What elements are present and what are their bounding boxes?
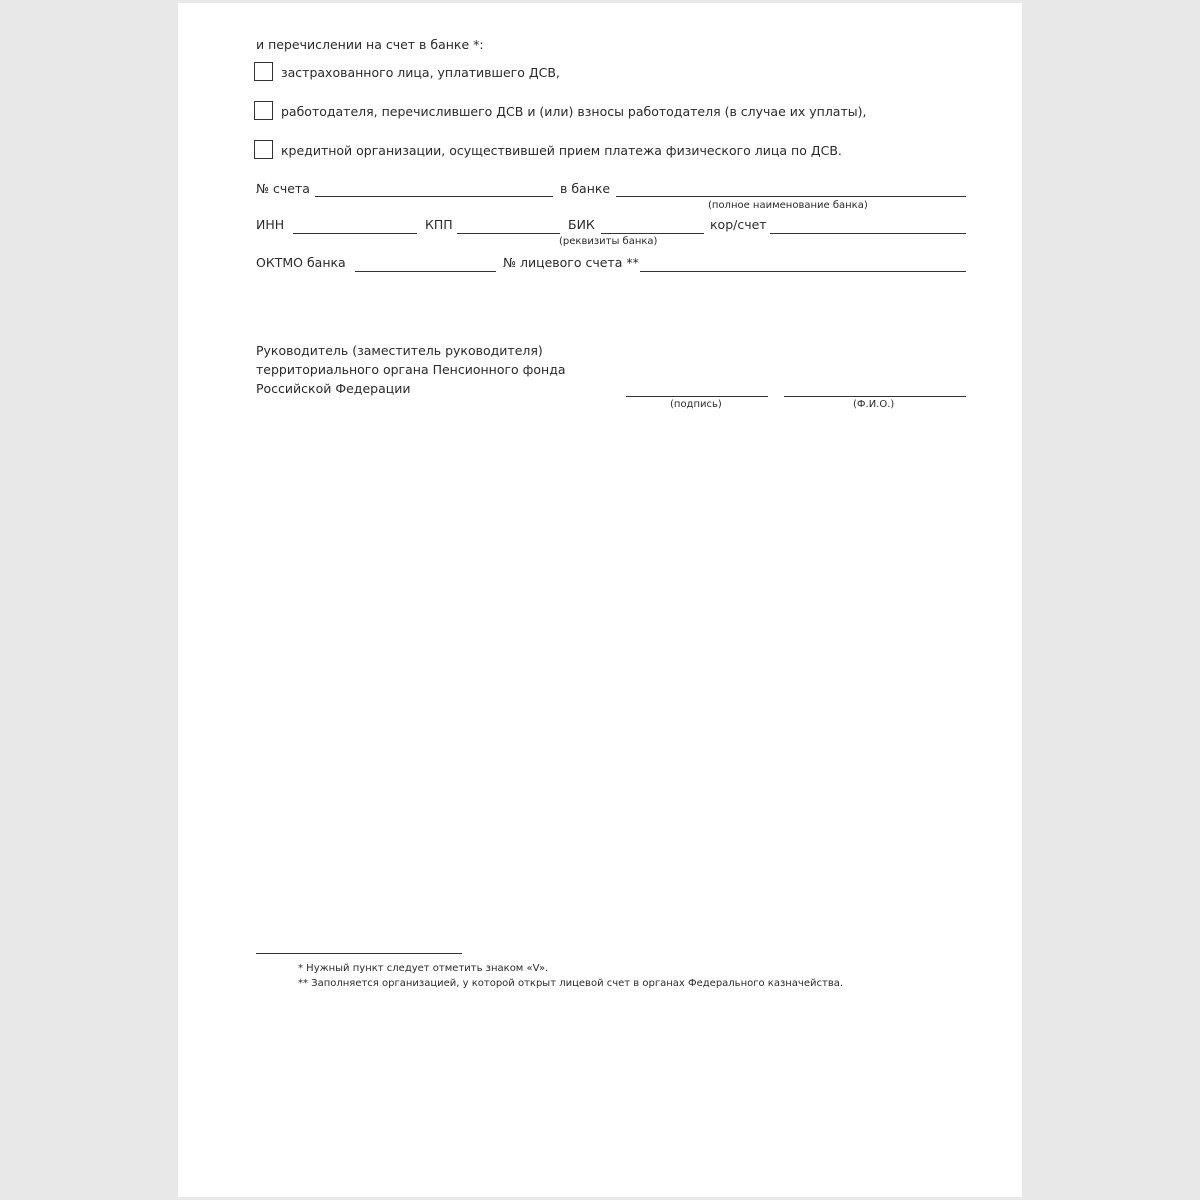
- footnote-2: ** Заполняется организацией, у которой открыт лицевой счет в органах Федерального казначейства.: [298, 978, 844, 989]
- signature-caption: (подпись): [670, 399, 722, 410]
- signature-field[interactable]: [626, 396, 768, 397]
- account-number-field[interactable]: [315, 196, 553, 197]
- corr-account-label: кор/счет: [710, 217, 767, 232]
- inn-field[interactable]: [293, 233, 417, 234]
- account-number-label: № счета: [256, 181, 310, 196]
- option-employer-label: работодателя, перечислившего ДСВ и (или) взносы работодателя (в случае их уплаты),: [281, 104, 867, 119]
- option-credit-org-checkbox[interactable]: [254, 140, 273, 159]
- kpp-field[interactable]: [457, 233, 560, 234]
- bank-requisites-caption: (реквизиты банка): [559, 236, 658, 247]
- bank-name-caption: (полное наименование банка): [708, 200, 868, 211]
- bik-field[interactable]: [601, 233, 704, 234]
- footnote-separator: [256, 953, 462, 954]
- corr-account-field[interactable]: [770, 233, 966, 234]
- bik-label: БИК: [568, 217, 595, 232]
- fio-field[interactable]: [784, 396, 966, 397]
- option-insured-label: застрахованного лица, уплатившего ДСВ,: [281, 65, 560, 80]
- option-credit-org-label: кредитной организации, осуществившей прием платежа физического лица по ДСВ.: [281, 143, 842, 158]
- oktmo-label: ОКТМО банка: [256, 255, 346, 270]
- head-title-line-3: Российской Федерации: [256, 381, 411, 396]
- bank-name-field[interactable]: [616, 196, 966, 197]
- fio-caption: (Ф.И.О.): [853, 399, 895, 410]
- inn-label: ИНН: [256, 217, 285, 232]
- personal-account-label: № лицевого счета **: [503, 255, 639, 270]
- head-title-line-2: территориального органа Пенсионного фонда: [256, 362, 566, 377]
- in-bank-label: в банке: [560, 181, 611, 196]
- kpp-label: КПП: [425, 217, 453, 232]
- intro-text: и перечислении на счет в банке *:: [256, 37, 484, 52]
- option-insured-checkbox[interactable]: [254, 62, 273, 81]
- oktmo-field[interactable]: [355, 271, 496, 272]
- document-page: [178, 3, 1022, 1197]
- option-employer-checkbox[interactable]: [254, 101, 273, 120]
- personal-account-field[interactable]: [640, 271, 966, 272]
- footnote-1: * Нужный пункт следует отметить знаком «V».: [298, 963, 549, 974]
- head-title-line-1: Руководитель (заместитель руководителя): [256, 343, 543, 358]
